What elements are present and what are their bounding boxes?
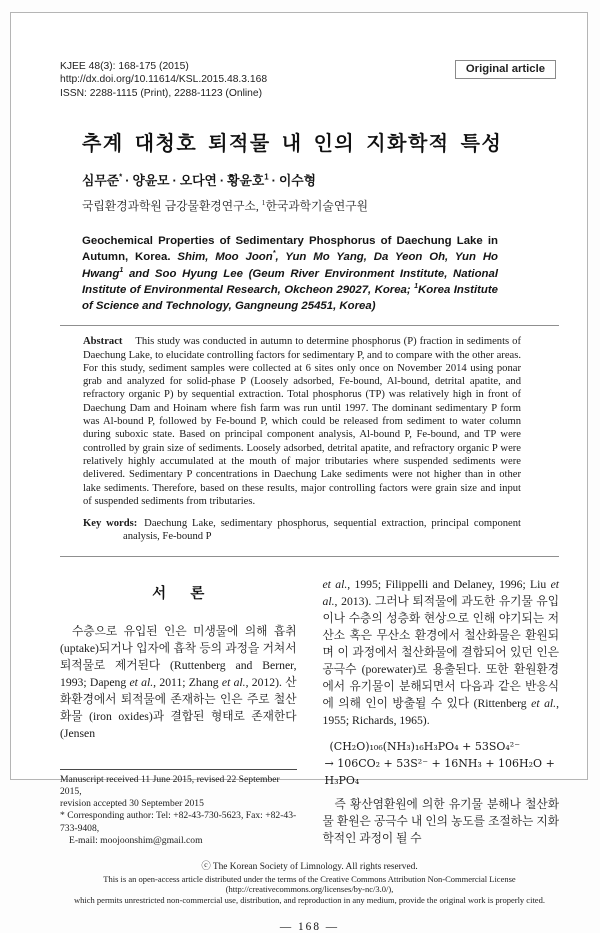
abstract-section — [83, 335, 521, 508]
citation-authors-part: and Soo Hyung Lee (Geum River Environment Institute, National Institute of Environmental Research, Okcheon 29027, Korea; — [82, 267, 498, 296]
abstract-label: Abstract — [83, 336, 123, 348]
author-superscript: 1 — [264, 172, 269, 182]
paragraph-text: , 2013). 그러나 퇴적물에 과도한 유기물 유입이나 수층의 성층화 현상으로 인해 야기되는 저산소 혹은 무산소 환경에서 철산화물은 환원되며 이 과정에서 철산화물에 결합되어 있던 인은 공극수 (porewater)로 용출된다. 또한 환원환경에서 유기물이 분해되면서 다음과 같은 반응식에 의해 인이 방출될 수 있다 (Rittenberg — [322, 594, 559, 710]
citation-authors-part: , Yun Mo Yang, Da Yeon Oh, Yun Ho Hwang — [82, 251, 499, 280]
right-column — [323, 576, 560, 847]
equation-line-2: → 106CO₂ + 53S²⁻ + 16NH₃ + 106H₂O + H₃PO₄ — [324, 756, 555, 787]
etal-italic: et al. — [129, 675, 154, 689]
author-name: 오다연 — [179, 173, 217, 189]
issn-line: ISSN: 2288-1115 (Print), 2288-1123 (Online) — [60, 87, 263, 99]
paragraph-text: 수층으로 유입된 인은 미생물에 의해 흡취 (uptake)되거나 입자에 흡착 등의 과정을 거쳐서 퇴적물로 제거된다 (Ruttenberg and Berner, 1993; Dapeng — [60, 624, 297, 689]
authors-korean — [82, 170, 559, 189]
affiliation-superscript: 1 — [261, 198, 266, 208]
abstract-top-divider — [60, 325, 559, 326]
author-name: 심무준 — [82, 173, 120, 189]
citation-authors-part: Shim, Moo Joon — [177, 251, 273, 264]
keywords-text: Daechung Lake, sedimentary phosphorus, sequential extraction, principal component analysis, Fe-bound P — [123, 518, 521, 543]
citation-superscript-star: * — [272, 250, 276, 258]
author-separator: · — [125, 173, 130, 189]
journal-citation-line: KJEE 48(3): 168-175 (2015) — [60, 61, 189, 72]
body-columns — [60, 576, 559, 847]
affiliation-part1: 국립환경과학원 금강물환경연구소, — [82, 199, 262, 214]
footnote-block — [60, 759, 297, 847]
footnote-divider — [60, 769, 297, 770]
license-notice — [60, 874, 559, 906]
author-superscript: * — [119, 172, 123, 182]
abstract-text: This study was conducted in autumn to determine phosphorus (P) fraction in sediments of Daechung Lake, to elucidate controlling factors for sedimentary P, and to compare with the other areas. For this study, sediment samples were collected at 6 sites only once on November 2014 using ponar grab and analyzed for solid-phase P (Loosely adsorbed, Fe-bound, Al-bound, detrital apatite, and refractory organic P) by sequential extraction. Total phosphorus (TP) was relatively high in front of Daechung Dam and Hoinam where fish farm was run until 1997. The dominant sedimentary P form was Al-bound P, followed by Fe-bound P, which could be released from sediment to water column during suboxic state. Based on principal component analysis, Al-bound P, Fe-bound, and TP were controlled by grain size of sediments. Loosely adsorbed, detrital apatite, and refractory organic P were relatively highly accumulated at the mouth of major tributaries where suspended sediments were delivered. Sedimentary P concentrations in Daechung Lake sediments were not higher than in other lake sediments. Therefore, based on these results, major controlling factors were grain size and input of suspended sediments from tributaries. — [83, 336, 521, 507]
paragraph-text: , 2011; Zhang — [153, 675, 222, 689]
original-article-badge: Original article — [455, 60, 556, 79]
paper-title-korean: 추계 대청호 퇴적물 내 인의 지화학적 특성 — [82, 133, 503, 156]
corresponding-author-line: * Corresponding author: Tel: +82-43-730-5623, Fax: +82-43-733-9408, — [60, 810, 297, 834]
intro-paragraph — [60, 623, 297, 742]
citation-superscript-one: 1 — [119, 266, 124, 274]
journal-info — [60, 60, 267, 100]
abstract-bottom-divider — [60, 556, 559, 557]
page-header — [60, 60, 559, 100]
intro-heading: 서 론 — [152, 585, 205, 602]
corresponding-email-line: E-mail: moojoonshim@gmail.com — [69, 834, 203, 846]
paragraph-text: , 2012). 산화환경에서 퇴적물에 존재하는 인은 주로 철산화물 (iron oxides)과 결합된 형태로 존재한다 (Jensen — [60, 675, 297, 740]
etal-italic: et al. — [531, 696, 557, 710]
citation-authors-part: Korea Institute of Science and Technology, Gangneung 25451, Korea) — [82, 283, 498, 313]
etal-italic: et al. — [322, 577, 559, 608]
license-line-2: which permits unrestricted non-commercial use, distribution, and reproduction in any medium, provide the original work is properly cited. — [74, 895, 545, 906]
license-line-1: This is an open-access article distributed under the terms of the Creative Commons Attribution Non-Commercial License (http://creativecommons.org/licenses/by-nc/3.0/), — [103, 873, 516, 895]
page-content — [60, 60, 559, 933]
author-separator: · — [271, 173, 276, 189]
etal-italic: et al. — [322, 577, 348, 591]
equation-line-1: (CH₂O)₁₀₆(NH₃)₁₆H₃PO₄ + 53SO₄²⁻ — [329, 739, 520, 753]
affiliation — [82, 197, 559, 214]
author-separator: · — [219, 173, 225, 189]
english-citation — [82, 233, 498, 314]
paper-page — [10, 12, 588, 933]
keywords-label: Key words: — [83, 518, 138, 530]
author-name: 양윤모 — [132, 173, 170, 189]
citation-superscript-one: 1 — [414, 283, 419, 291]
doi-line: http://dx.doi.org/10.11614/KSL.2015.48.3.168 — [60, 74, 268, 86]
left-column — [60, 576, 297, 847]
paragraph-text: , 1995; Filippelli and Delaney, 1996; Liu — [347, 577, 551, 591]
manuscript-note — [60, 774, 297, 847]
manuscript-accepted-line: revision accepted 30 September 2015 — [60, 798, 204, 810]
affiliation-part2: 한국과학기술연구원 — [265, 199, 369, 214]
etal-italic: et al. — [221, 675, 246, 689]
page-footer — [60, 858, 559, 933]
keywords-section — [83, 517, 521, 544]
author-name: 황윤호 — [227, 173, 265, 189]
intro-paragraph-3: 즉 황산염환원에 의한 유기물 분해나 철산화물 환원은 공극수 내 인의 농도를 조절하는 지화학적인 과정이 될 수 — [322, 797, 559, 845]
page-number: — 168 — — [279, 921, 340, 933]
copyright-notice: ⓒ The Korean Society of Limnology. All rights reserved. — [201, 861, 418, 872]
paragraph-text: , 1955; Richards, 1965). — [322, 696, 559, 727]
citation-title: Geochemical Properties of Sedimentary Phosphorus of Daechung Lake in Autumn, Korea. — [82, 235, 498, 264]
chemical-equation — [325, 738, 560, 789]
intro-paragraph-continued — [323, 576, 560, 729]
author-name: 이수형 — [278, 173, 317, 189]
author-separator: · — [172, 173, 177, 189]
manuscript-received-line: Manuscript received 11 June 2015, revised 22 September 2015, — [60, 774, 280, 798]
